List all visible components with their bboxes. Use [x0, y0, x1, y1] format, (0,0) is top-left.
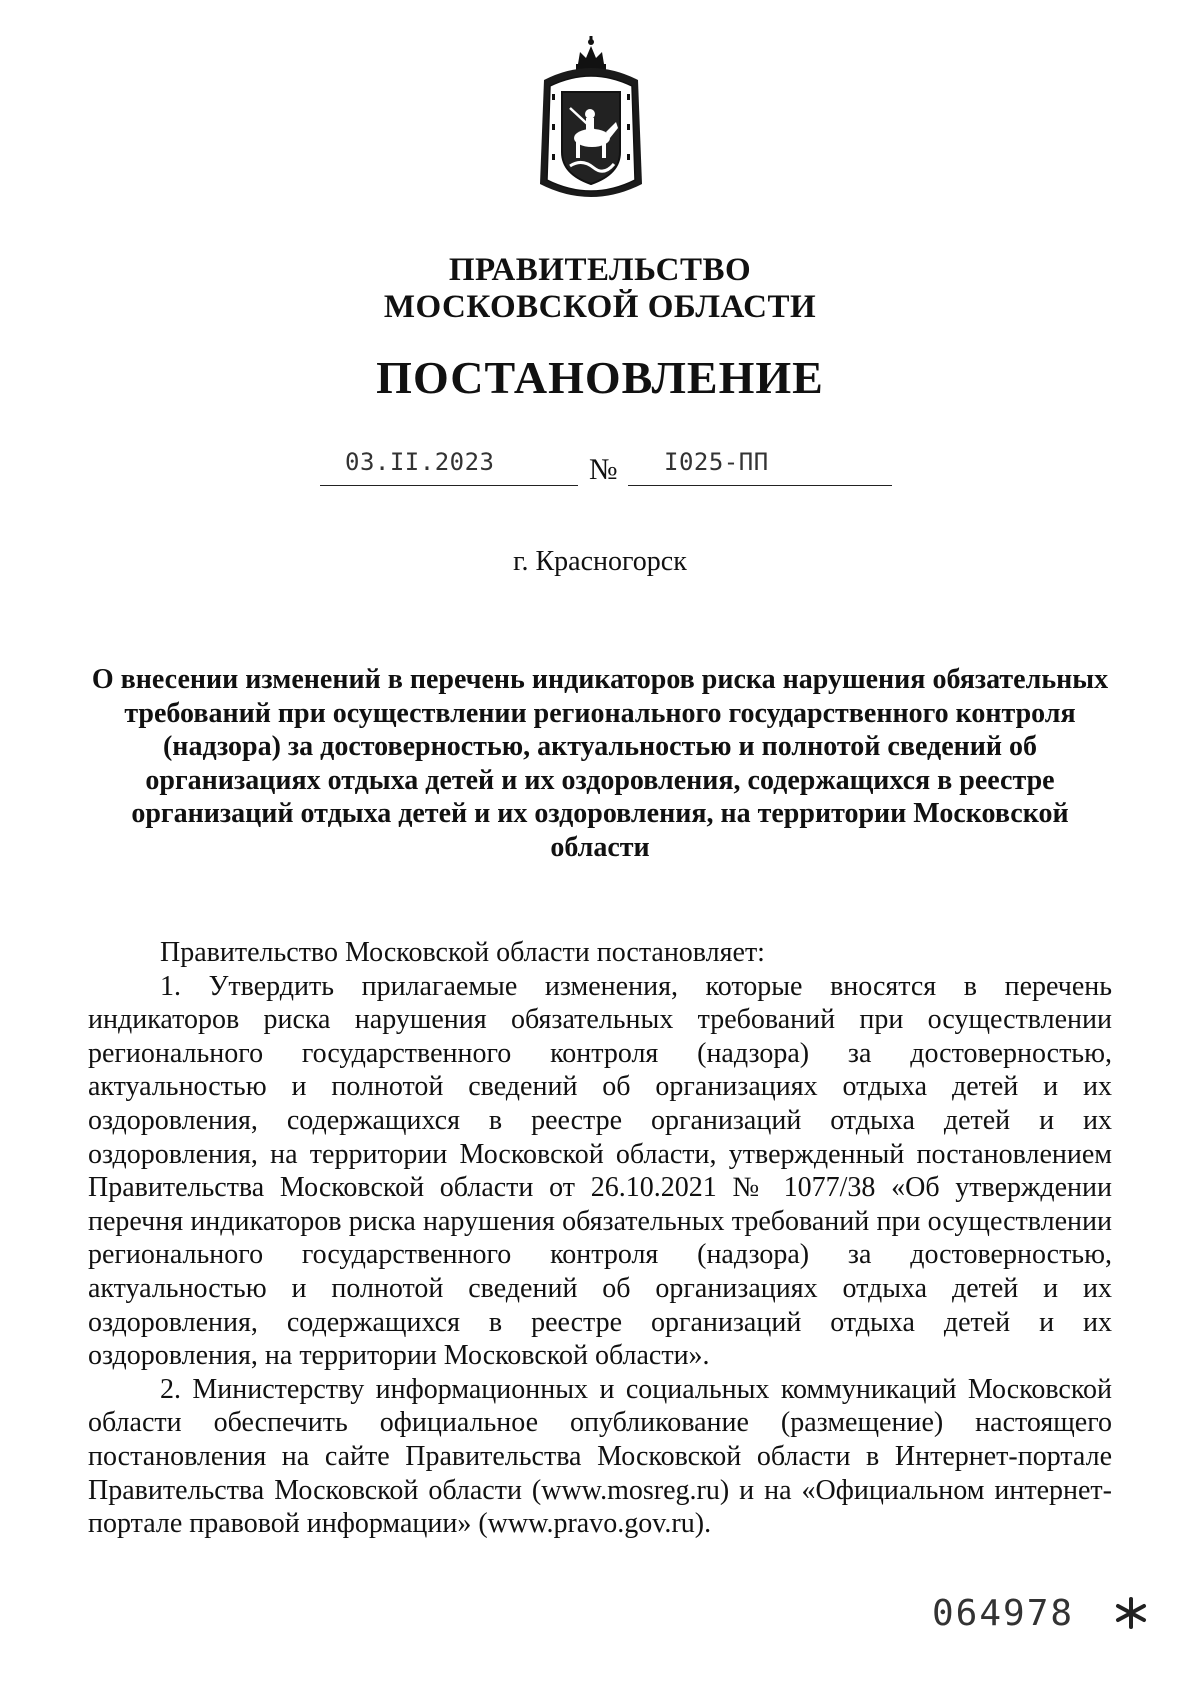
document-title: О внесении изменений в перечень индикаторов риска нарушения обязательных требований при осуществлении регионального государственного контроля (надзора) за достоверностью, актуальностью и полнотой сведений об организациях отдыха детей и их оздоровления, содержащихся в реестре организаций отдыха детей и их оздоровления, на территории Московской области	[91, 664, 1109, 863]
body-paragraph-1: 1. Утвердить прилагаемые изменения, которые вносятся в перечень индикаторов риска нарушения обязательных требований при осуществлении регионального государственного контроля (надзора) за достоверностью, актуальностью и полнотой сведений об организациях отдыха детей и их оздоровления, содержащихся в реестре организаций отдыха детей и их оздоровления, на территории Московской области, утвержденный постановлением Правительства Московской области от 26.10.2021 № 1077/38 «Об утверждении перечня индикаторов риска нарушения обязательных требований при осуществлении регионального государственного контроля (надзора) за достоверностью, актуальностью и полнотой сведений об организациях отдыха детей и их оздоровления, содержащихся в реестре организаций отдыха детей и их оздоровления, на территории Московской области».	[88, 970, 1112, 1372]
number-value: I025-ПП	[664, 448, 769, 476]
city-line: г. Красногорск	[513, 546, 687, 577]
number-sign-label: №	[589, 453, 618, 486]
document-serial-number: 064978	[932, 1593, 1075, 1634]
coat-of-arms-icon	[536, 34, 646, 210]
organization-name-line1: ПРАВИТЕЛЬСТВО	[448, 252, 752, 288]
document-body	[88, 936, 1112, 1541]
body-intro: Правительство Московской области постановляет:	[160, 937, 765, 968]
number-field	[628, 445, 892, 486]
date-value: 03.II.2023	[345, 448, 495, 476]
date-field	[320, 445, 578, 486]
document-type-heading: ПОСТАНОВЛЕНИЕ	[376, 352, 824, 403]
asterisk-mark-icon	[1114, 1596, 1148, 1630]
body-paragraph-2: 2. Министерству информационных и социальных коммуникаций Московской области обеспечить официальное опубликование (размещение) настоящего постановления на сайте Правительства Московской области в Интернет-портале Правительства Московской области (www.mosreg.ru) и на «Официальном интернет-портале правовой информации» (www.pravo.gov.ru).	[88, 1373, 1112, 1540]
organization-name-line2: МОСКОВСКОЙ ОБЛАСТИ	[383, 289, 817, 325]
